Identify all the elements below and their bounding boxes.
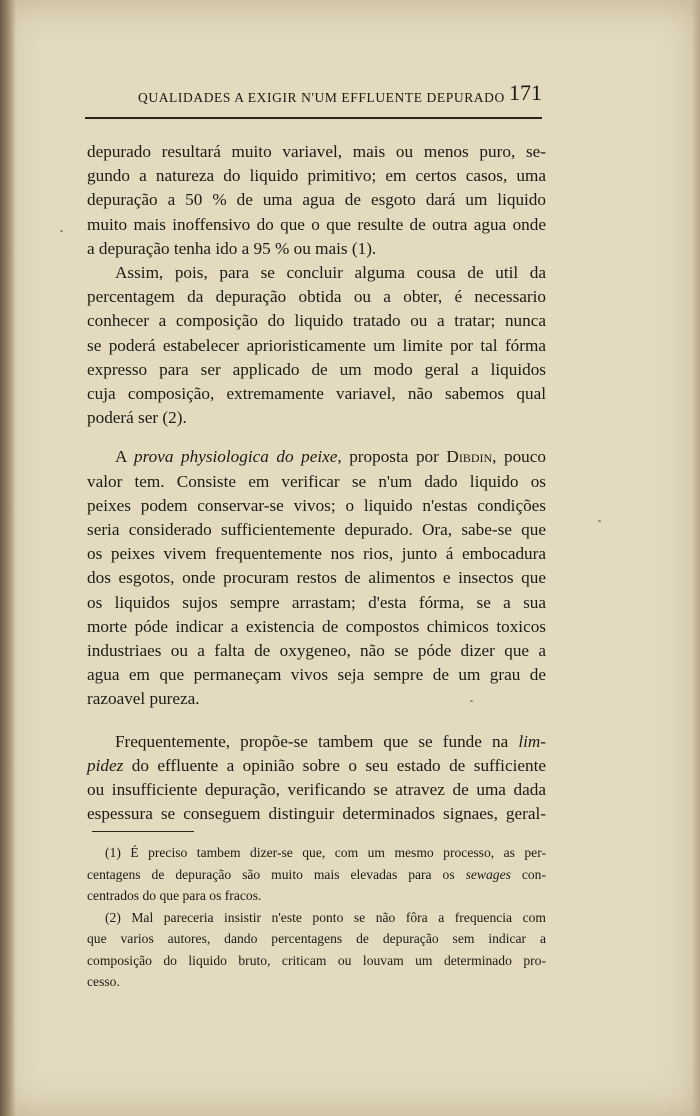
page-number: 171: [509, 80, 542, 105]
text-line: muito mais inoffensivo do que o que resulte de outra agua onde: [87, 214, 546, 234]
text-line: os peixes vivem frequentemente nos rios, junto á embocadura: [87, 544, 546, 564]
text-line: dos esgotos, onde procuram restos de alimentos e insectos que: [87, 568, 546, 588]
body-text: [87, 140, 546, 826]
text-line: depuração a 50 % de uma agua de esgoto dará um liquido: [87, 190, 546, 210]
text-line: morte póde indicar a existencia de compostos chimicos toxicos: [87, 616, 546, 636]
text-line: Assim, pois, para se concluir alguma cousa de util da: [115, 263, 546, 283]
text-run: centagens de depuração são muito mais elevadas para os: [87, 866, 466, 882]
footnote-line: (2) Mal pareceria insistir n'este ponto se não fôra a frequencia com: [105, 909, 546, 925]
text-line: seria considerado sufficientemente depurado. Ora, sabe-se que: [87, 520, 546, 540]
text-line: [87, 754, 546, 778]
footnote-line: [87, 864, 546, 886]
text-run: do effluente a opinião sobre o seu estado de sufficiente: [123, 755, 546, 775]
text-line: industriaes ou a falta de oxygeneo, não se póde dizer que a: [87, 641, 546, 661]
running-title: QUALIDADES A EXIGIR N'UM EFFLUENTE DEPURADO: [138, 90, 505, 105]
paragraph-4: [87, 730, 546, 827]
paper-speck: [60, 230, 63, 232]
text-line: depurado resultará muito variavel, mais ou menos puro, se-: [87, 142, 546, 161]
paragraph-gap: [87, 430, 546, 445]
text-line: poderá ser (2).: [87, 408, 187, 428]
page-edge: [692, 0, 700, 1116]
text-line: [87, 730, 546, 754]
paragraph-gap: [87, 712, 546, 730]
paper-speck: [470, 700, 473, 702]
text-line: ou insufficiente depuração, verificando se atravez de uma dada: [87, 780, 546, 800]
text-line: conhecer a composição do liquido tratado ou a tratar; nunca: [87, 311, 546, 331]
paper-speck: [598, 520, 601, 522]
text-line: [87, 445, 546, 469]
text-run: , proposta por: [337, 447, 447, 467]
header-rule: [85, 117, 542, 119]
footnote-line: que varios autores, dando percentagens de depuração sem indicar a: [87, 931, 546, 946]
text-line: percentagem da depuração obtida ou a obter, é necessario: [87, 287, 546, 307]
text-line: expresso para ser applicado de um modo geral a liquidos: [87, 359, 546, 379]
text-run: Frequentemente, propõe-se tambem que se funde na: [115, 731, 519, 751]
text-line: valor tem. Consiste em verificar se n'um dado liquido os: [87, 471, 546, 491]
italic-term: lim-: [518, 731, 546, 751]
binding-gutter: [0, 0, 16, 1116]
text-run: con-: [510, 866, 546, 882]
text-line: cuja composição, extremamente variavel, não sabemos qual: [87, 384, 546, 404]
text-line: razoavel pureza.: [87, 689, 200, 709]
text-line: os liquidos sujos sempre arrastam; d'esta fórma, se a sua: [87, 592, 546, 612]
text-line: espessura se conseguem distinguir determinados signaes, geral-: [87, 804, 546, 824]
italic-term: prova physiologica do peixe: [134, 447, 338, 467]
footnote-rule: [92, 831, 194, 832]
text-line: a depuração tenha ido a 95 % ou mais (1).: [87, 238, 377, 258]
paragraph-3: [87, 445, 546, 711]
author-name: Dibdin: [446, 447, 493, 467]
footnote-line: (1) É preciso tambem dizer-se que, com um mesmo processo, as per-: [105, 845, 546, 860]
footnote-line: composição do liquido bruto, criticam ou louvam um determinado pro-: [87, 952, 546, 968]
footnote-line: cesso.: [87, 974, 120, 989]
footnote-2: [87, 907, 546, 993]
text-line: peixes podem conservar-se vivos; o liquido n'estas condições: [87, 495, 546, 515]
text-run: A: [115, 447, 135, 467]
page-header: [130, 80, 542, 112]
paragraph-1: [87, 140, 546, 261]
text-run: , pouco: [492, 447, 546, 467]
italic-term: sewages: [465, 866, 511, 882]
text-line: agua em que permaneçam vivos seja sempre de um grau de: [87, 665, 546, 685]
paragraph-2: [87, 261, 546, 430]
footnotes: [87, 842, 546, 993]
text-line: se poderá estabelecer aprioristicamente um limite por tal fórma: [87, 335, 546, 355]
footnote-line: centrados do que para os fracos.: [87, 888, 262, 903]
footnote-1: [87, 842, 546, 907]
text-line: gundo a natureza do liquido primitivo; em certos casos, uma: [87, 166, 546, 186]
italic-term: pidez: [87, 755, 124, 775]
